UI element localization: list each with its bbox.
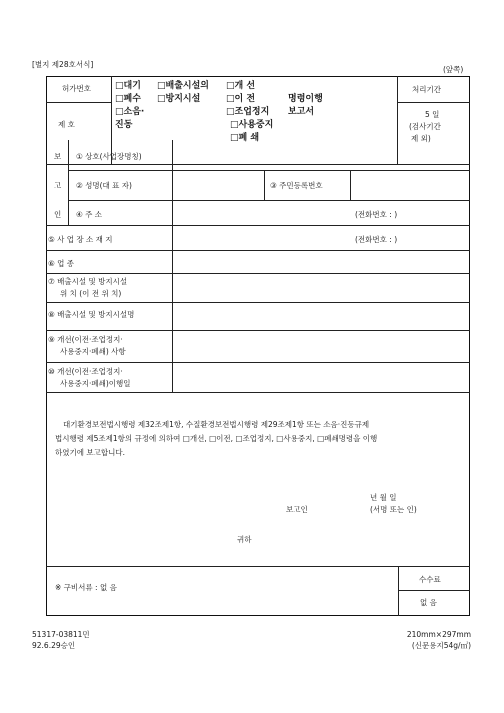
title-improve: □개 선 [226, 81, 256, 91]
fee-value: 없 음 [420, 598, 437, 607]
paper-size: 210mm×297mm [406, 630, 471, 639]
title-order-fulfillment: 명령이행 [288, 94, 323, 104]
representative-name-label: ② 성명(대 표 자) [76, 181, 132, 190]
phone-field-2: (전화번호 : ) [355, 235, 398, 244]
business-type-label: ⑥ 업 종 [48, 259, 74, 268]
completion-date-label: ⑩ 개선(이전·조업정지· [48, 367, 123, 376]
title-emission-facility: □배출시설의 [157, 81, 209, 91]
addressee: 귀하 [237, 535, 252, 544]
reporter-side-label-1: 보 [54, 152, 62, 161]
title-close: □폐 쇄 [230, 133, 260, 143]
processing-period-note-2: 제 외) [411, 134, 431, 143]
report-date: 년 월 일 [370, 493, 397, 502]
matters-label-2: 사용중지·폐쇄) 사항 [60, 347, 126, 356]
signature-note: (서명 또는 인) [370, 505, 417, 514]
statement-line-2: 법시행령 제5조제1항의 규정에 의하여 □개선, □이전, □조업정지, □사용중지, □폐쇄명령을 이행 [55, 434, 378, 443]
trade-name-label: ① 상호(사업장명칭) [76, 152, 142, 161]
facility-location-label-2: 위 치 (이 전 위 치) [60, 289, 122, 298]
statement-line-3: 하였기에 보고합니다. [55, 448, 125, 457]
front-side-label: (앞쪽) [443, 65, 464, 74]
matters-label: ⑨ 개선(이전·조업정지· [48, 335, 123, 344]
statement-line-1: 대기환경보전법시행령 제32조제1항, 수질환경보전법시행령 제29조제1항 또는 소음·진동규제 [63, 420, 370, 429]
facility-name-label: ⑧ 배출시설 및 방지시설명 [48, 310, 135, 319]
completion-date-label-2: 사용중지·폐쇄)이행일 [60, 379, 131, 388]
phone-field-1: (전화번호 : ) [355, 210, 398, 219]
facility-location-label: ⑦ 배출시설 및 방지시설 [48, 277, 128, 286]
form-number: [별지 제28호서식] [32, 60, 94, 69]
reporter-label: 보고인 [286, 505, 308, 514]
processing-period-label: 처리기간 [412, 85, 441, 94]
title-suspend-operation: □조업정지 [226, 107, 270, 117]
title-prevention-facility: □방지시설 [157, 94, 201, 104]
title-medium-water: □폐수 [115, 94, 141, 104]
subject-label: 제 호 [58, 120, 75, 129]
processing-period-note: (검사기간 [409, 122, 441, 131]
processing-period-value: 5 일 [425, 110, 440, 119]
fee-label: 수수료 [419, 575, 441, 584]
workplace-location-label: ⑤ 사 업 장 소 재 지 [48, 235, 113, 244]
title-relocate: □이 전 [226, 94, 256, 104]
reporter-side-label-3: 인 [54, 210, 62, 219]
form-code: 51317-03811민 [32, 630, 90, 639]
address-label: ④ 주 소 [76, 210, 102, 219]
title-suspend-use: □사용중지 [230, 120, 274, 130]
title-report: 보고서 [288, 107, 315, 117]
attachments-note: ※ 구비서류 : 없 음 [55, 583, 117, 592]
title-medium-air: □대기 [115, 81, 141, 91]
resident-number-label: ③ 주민등록번호 [270, 181, 323, 190]
title-medium-noise: □소음· [115, 107, 145, 117]
permit-number-label: 허가번호 [62, 84, 91, 93]
paper-type: (신문용지54g/㎡) [411, 641, 471, 650]
title-medium-vibration: 진동 [115, 120, 133, 130]
approval-date: 92.6.29승인 [32, 641, 76, 650]
reporter-side-label-2: 고 [54, 181, 62, 190]
